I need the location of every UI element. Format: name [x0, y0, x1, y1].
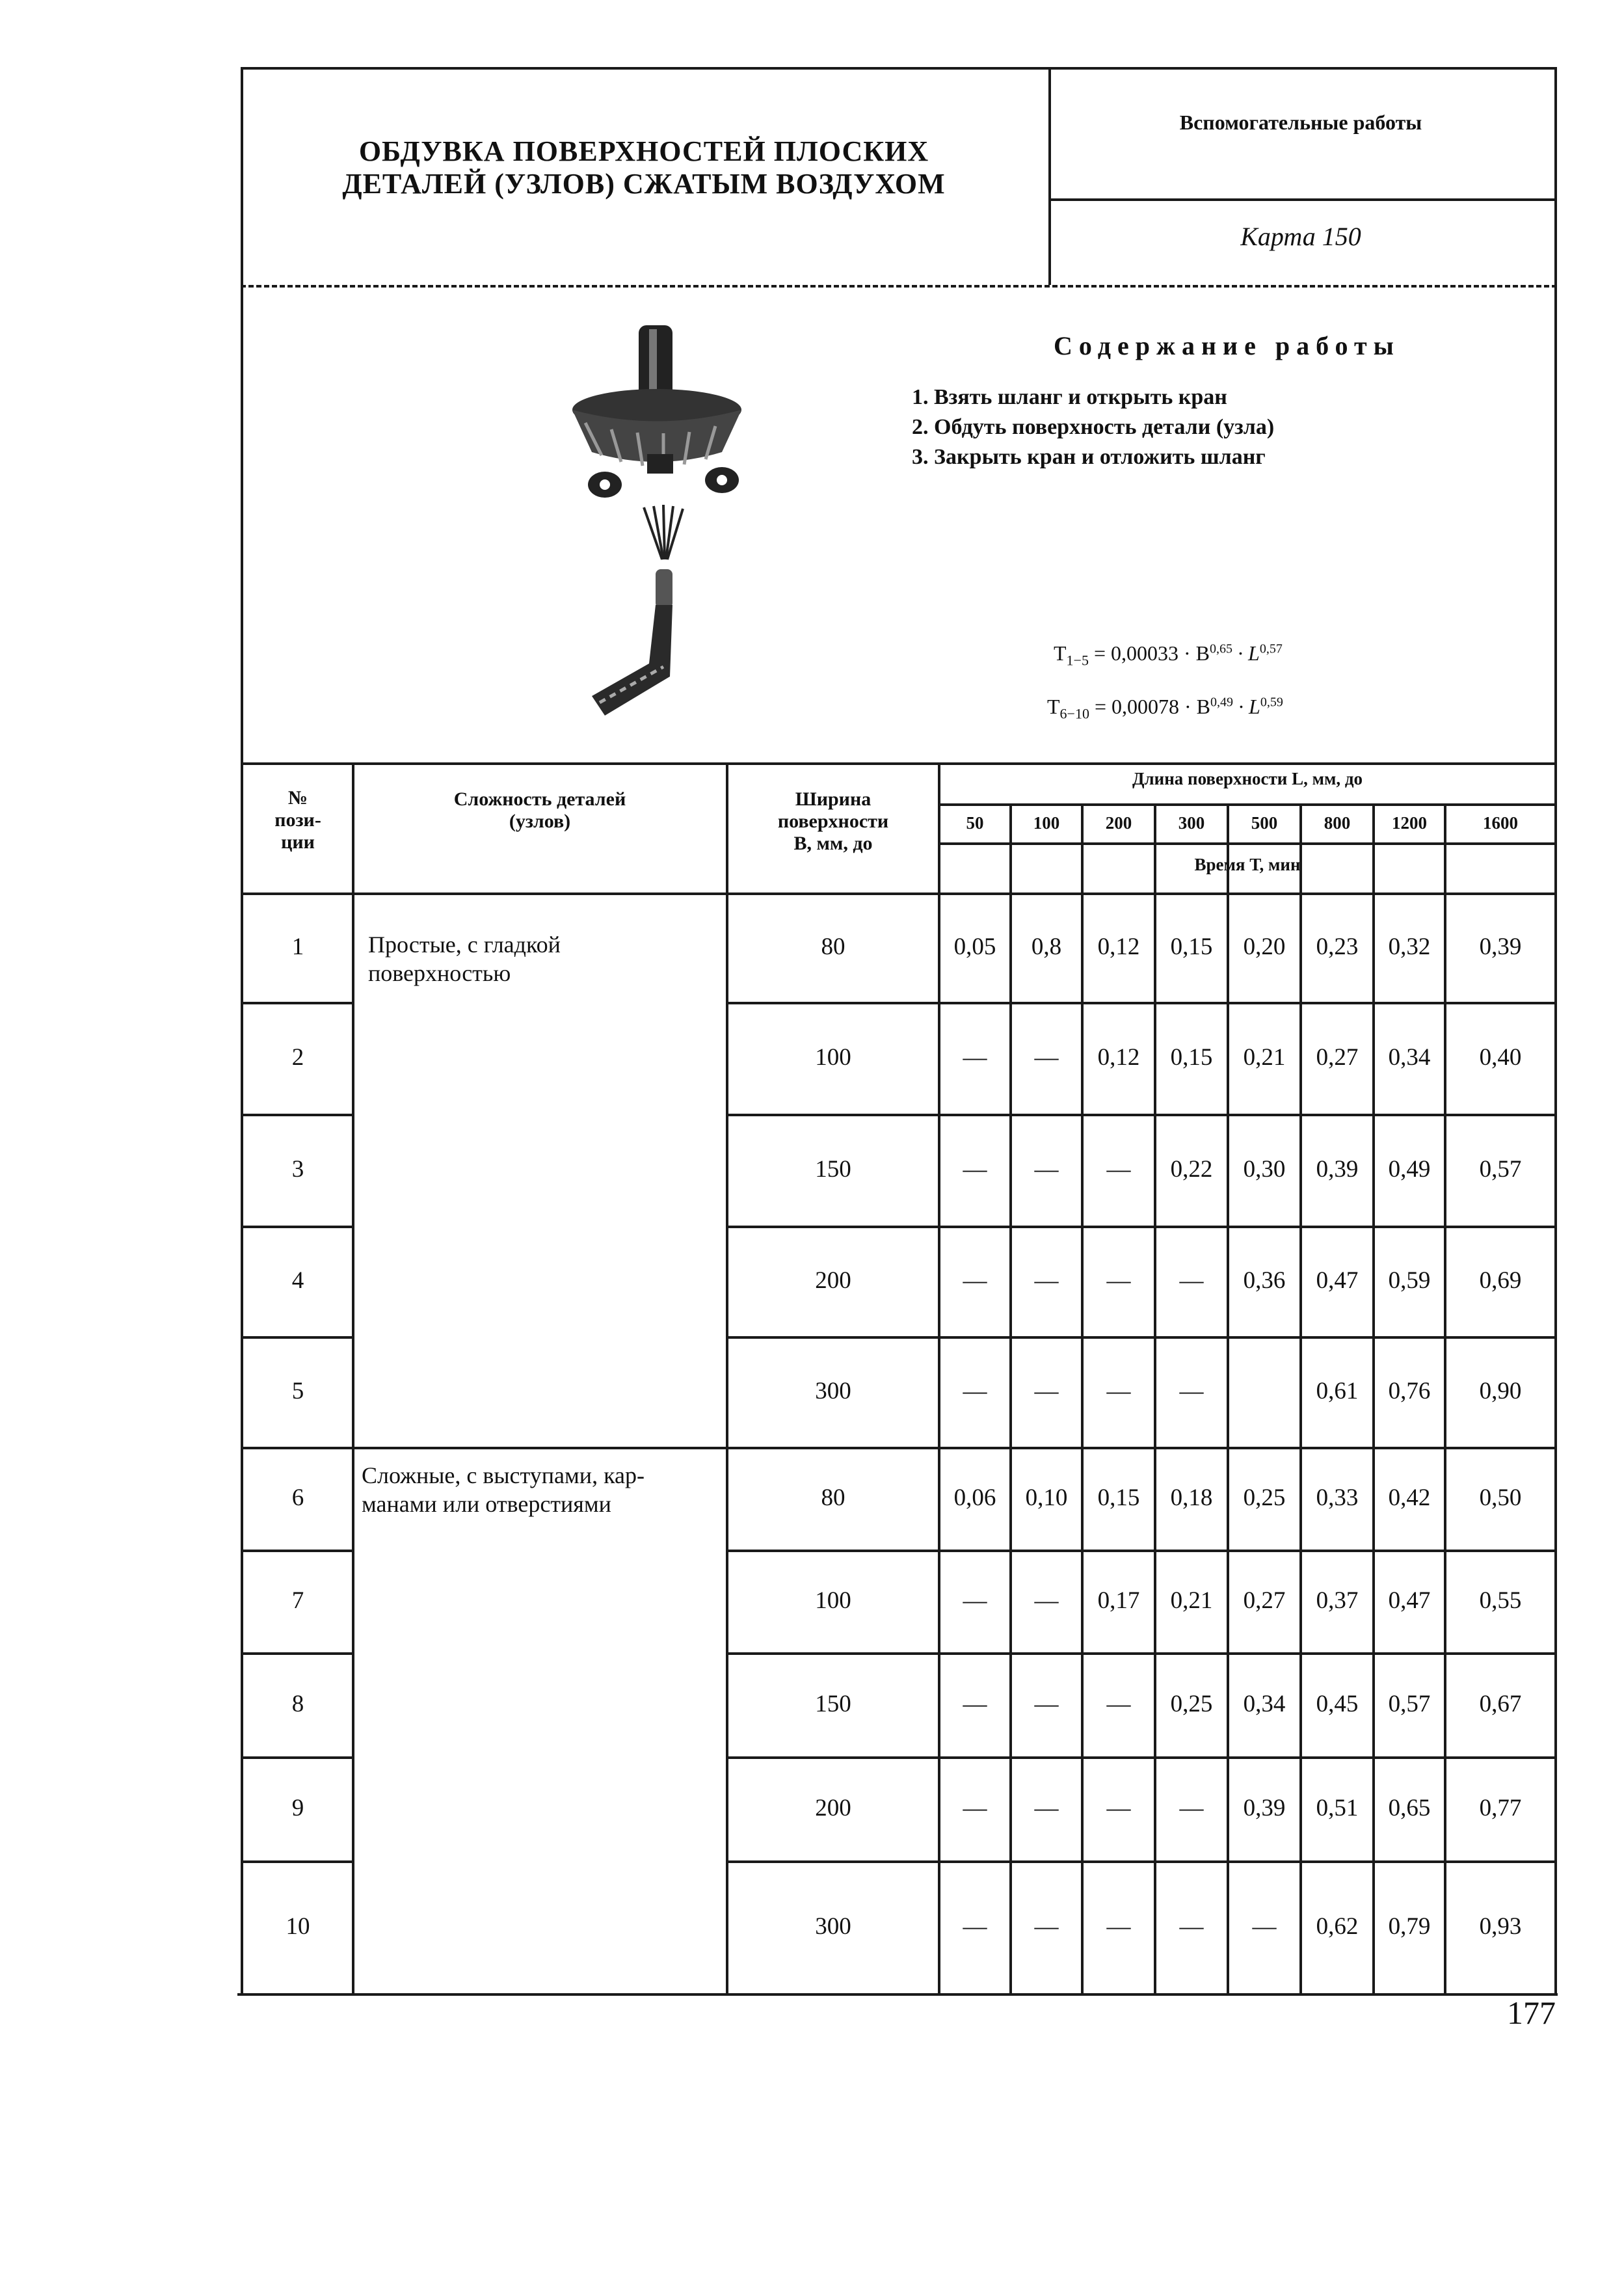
time-cell: 0,62	[1316, 1913, 1359, 1940]
length-1600: 1600	[1483, 813, 1518, 833]
time-cell: —	[1034, 1156, 1059, 1183]
time-cell: 0,32	[1388, 933, 1431, 960]
length-100: 100	[1033, 813, 1060, 833]
length-500: 500	[1251, 813, 1278, 833]
row-position: 1	[291, 933, 304, 960]
air-nozzle	[592, 569, 672, 716]
document-title	[241, 135, 1047, 200]
row-width: 100	[815, 1044, 851, 1071]
time-cell: —	[1106, 1795, 1131, 1821]
time-cell: 0,30	[1243, 1156, 1286, 1183]
air-jet	[644, 505, 683, 559]
group-simple-description: Простые, с гладкой поверхностью	[368, 932, 561, 986]
length-header: Длина поверхности L, мм, до	[1132, 769, 1363, 788]
work-step-1: 1. Взять шланг и открыть кран	[912, 385, 1227, 409]
time-cell: 0,15	[1097, 1484, 1140, 1511]
group-complex-description: Сложные, с выступами, кар- манами или отверстиями	[362, 1462, 645, 1517]
time-cell: —	[963, 1378, 987, 1404]
time-cell: —	[1034, 1587, 1059, 1614]
title-line-1: ОБДУВКА ПОВЕРХНОСТЕЙ ПЛОСКИХ	[358, 135, 929, 167]
time-cell: 0,45	[1316, 1691, 1359, 1717]
length-200: 200	[1105, 813, 1132, 833]
time-cell: 0,37	[1316, 1587, 1359, 1614]
time-cell: —	[963, 1044, 987, 1071]
row-position: 6	[291, 1484, 304, 1511]
page-number: 177	[1507, 1994, 1556, 2031]
time-cell: 0,47	[1316, 1267, 1359, 1294]
row-position: 5	[291, 1378, 304, 1404]
length-800: 800	[1324, 813, 1351, 833]
part-drawing	[572, 325, 741, 498]
time-cell: —	[963, 1267, 987, 1294]
time-cell: 0,34	[1243, 1691, 1286, 1717]
time-cell: 0,39	[1243, 1795, 1286, 1821]
time-cell: 0,49	[1388, 1156, 1431, 1183]
time-cell: 0,06	[953, 1484, 996, 1511]
time-cell: 0,69	[1479, 1267, 1522, 1294]
time-cell: 0,93	[1479, 1913, 1522, 1940]
length-1200: 1200	[1392, 813, 1427, 833]
category-label: Вспомогательные работы	[1179, 111, 1422, 134]
time-cell: 0,57	[1479, 1156, 1522, 1183]
time-cell: —	[1034, 1913, 1059, 1940]
time-cell: 0,77	[1479, 1795, 1522, 1821]
time-cell: —	[1106, 1156, 1131, 1183]
time-cell: —	[1106, 1913, 1131, 1940]
time-cell: —	[963, 1156, 987, 1183]
time-cell: 0,10	[1025, 1484, 1068, 1511]
time-cell: 0,55	[1479, 1587, 1522, 1614]
formula-2: $T_{6-10} = 0,00078 \cdot B^{0,49} \cdot L^{0,59}$	[1047, 695, 1283, 722]
time-cell: —	[963, 1691, 987, 1717]
time-cell: 0,39	[1479, 933, 1522, 960]
row-position: 8	[291, 1691, 304, 1717]
row-position: 2	[291, 1044, 304, 1071]
length-50: 50	[966, 813, 984, 833]
time-cell: 0,33	[1316, 1484, 1359, 1511]
time-cell: 0,21	[1243, 1044, 1286, 1071]
nozzle-illustration	[566, 312, 780, 755]
row-width: 80	[821, 1484, 845, 1511]
column-header-position: № пози- ции	[274, 787, 321, 853]
title-line-2: ДЕТАЛЕЙ (УЗЛОВ) СЖАТЫМ ВОЗДУХОМ	[342, 168, 946, 200]
time-cell: —	[1179, 1267, 1204, 1294]
time-cell: —	[1106, 1267, 1131, 1294]
time-cell: 0,21	[1170, 1587, 1213, 1614]
row-width: 200	[815, 1795, 851, 1821]
row-width: 150	[815, 1156, 851, 1183]
time-cell: 0,17	[1097, 1587, 1140, 1614]
time-cell: 0,25	[1170, 1691, 1213, 1717]
column-header-complexity: Сложность деталей (узлов)	[453, 788, 626, 832]
time-cell: 0,05	[953, 933, 996, 960]
time-cell: —	[1034, 1378, 1059, 1404]
time-cell: 0,47	[1388, 1587, 1431, 1614]
time-cell: —	[963, 1913, 987, 1940]
row-position: 7	[291, 1587, 304, 1614]
work-step-2: 2. Обдуть поверхность детали (узла)	[912, 415, 1275, 439]
time-cell: —	[1252, 1913, 1277, 1940]
row-position: 10	[286, 1913, 310, 1940]
time-cell: 0,8	[1031, 933, 1062, 960]
time-cell: —	[1106, 1378, 1131, 1404]
time-cell: 0,12	[1097, 1044, 1140, 1071]
work-content-heading: Содержание работы	[1054, 331, 1400, 360]
time-cell: 0,57	[1388, 1691, 1431, 1717]
time-cell: 0,76	[1388, 1378, 1431, 1404]
time-cell: —	[963, 1587, 987, 1614]
time-cell: 0,40	[1479, 1044, 1522, 1071]
time-cell: —	[1179, 1795, 1204, 1821]
time-header: Время Т, мин	[1194, 855, 1301, 874]
row-width: 300	[815, 1913, 851, 1940]
length-300: 300	[1178, 813, 1205, 833]
time-cell: 0,20	[1243, 933, 1286, 960]
time-cell: 0,23	[1316, 933, 1359, 960]
card-number: Карта 150	[1240, 222, 1361, 251]
row-width: 300	[815, 1378, 851, 1404]
work-step-3: 3. Закрыть кран и отложить шланг	[912, 445, 1266, 469]
time-cell: 0,15	[1170, 933, 1213, 960]
time-cell: 0,18	[1170, 1484, 1213, 1511]
row-width: 100	[815, 1587, 851, 1614]
time-cell: —	[1034, 1267, 1059, 1294]
row-width: 80	[821, 933, 845, 960]
time-cell: 0,25	[1243, 1484, 1286, 1511]
row-width: 150	[815, 1691, 851, 1717]
time-cell: —	[1106, 1691, 1131, 1717]
time-cell: 0,15	[1170, 1044, 1213, 1071]
time-cell: 0,51	[1316, 1795, 1359, 1821]
row-width: 200	[815, 1267, 851, 1294]
time-cell: 0,27	[1316, 1044, 1359, 1071]
time-cell: 0,61	[1316, 1378, 1359, 1404]
time-cell: —	[1034, 1044, 1059, 1071]
time-cell: 0,59	[1388, 1267, 1431, 1294]
time-cell: 0,50	[1479, 1484, 1522, 1511]
time-cell: —	[963, 1795, 987, 1821]
time-cell: —	[1034, 1691, 1059, 1717]
row-position: 9	[291, 1795, 304, 1821]
time-cell: —	[1179, 1913, 1204, 1940]
formula-1: $T_{1-5} = 0,00033 \cdot B^{0,65} \cdot L^{0,57}$	[1054, 641, 1283, 669]
time-cell: 0,12	[1097, 933, 1140, 960]
time-cell: 0,90	[1479, 1378, 1522, 1404]
row-position: 3	[291, 1156, 304, 1183]
time-cell: 0,34	[1388, 1044, 1431, 1071]
column-header-width: Ширина поверхности В, мм, до	[777, 788, 889, 854]
row-position: 4	[291, 1267, 304, 1294]
time-cell: 0,39	[1316, 1156, 1359, 1183]
time-cell: 0,42	[1388, 1484, 1431, 1511]
time-cell: —	[1034, 1795, 1059, 1821]
time-cell: 0,67	[1479, 1691, 1522, 1717]
time-cell: —	[1179, 1378, 1204, 1404]
time-cell: 0,27	[1243, 1587, 1286, 1614]
time-cell: 0,36	[1243, 1267, 1286, 1294]
work-steps	[912, 383, 1274, 472]
time-cell: 0,79	[1388, 1913, 1431, 1940]
time-cell: 0,65	[1388, 1795, 1431, 1821]
time-cell: 0,22	[1170, 1156, 1213, 1183]
